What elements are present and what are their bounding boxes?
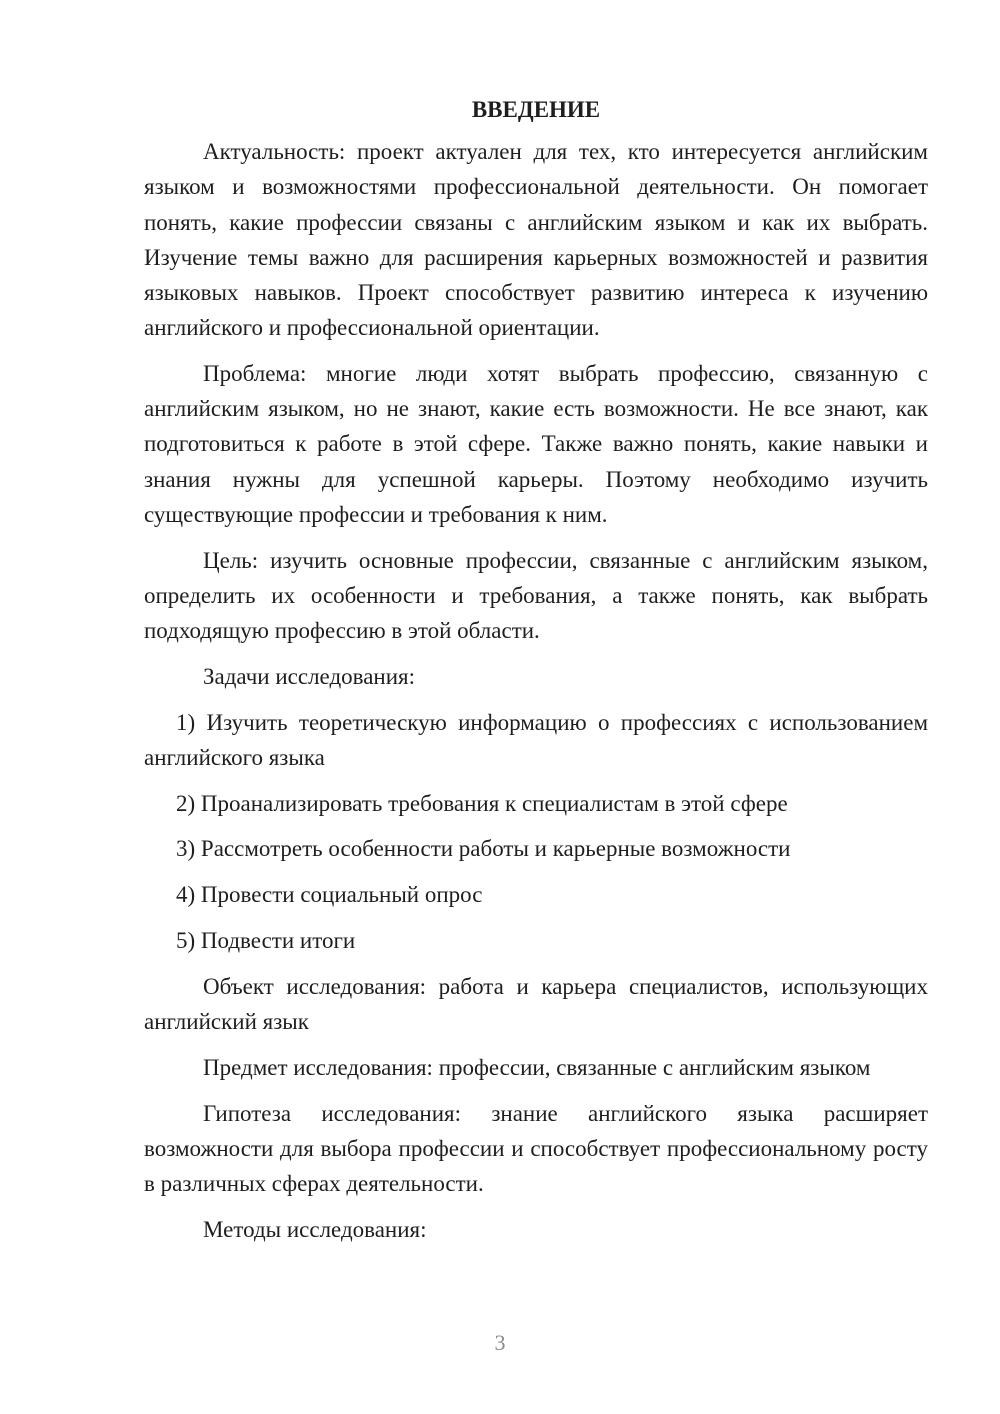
task-item-5: 5) Подвести итоги (176, 928, 356, 954)
relevance-paragraph: Актуальность: проект актуален для тех, кто интересуется английским языком и возможностями профессиональной деятельности. Он помогает понять, какие профессии связаны с английским языком и как их выбрать. Изучение темы важно для расширения карьерных возможностей и развития языковых навыков. Проект способствует развитию интереса к изучению английского и профессиональной ориентации. (144, 139, 928, 341)
task-item-1: 1) Изучить теоретическую информацию о профессиях с использованием английского языка (144, 709, 928, 770)
subject-paragraph: Предмет исследования: профессии, связанные с английским языком (203, 1054, 871, 1080)
tasks-heading: Задачи исследования: (203, 663, 416, 689)
methods-heading: Методы исследования: (203, 1216, 427, 1242)
section-title: ВВЕДЕНИЕ (471, 97, 601, 122)
task-item-3: 3) Рассмотреть особенности работы и карьерные возможности (176, 836, 791, 862)
task-item-2: 2) Проанализировать требования к специалистам в этой сфере (176, 790, 788, 816)
task-item-4: 4) Провести социальный опрос (176, 882, 483, 908)
problem-paragraph: Проблема: многие люди хотят выбрать профессию, связанную с английским языком, но не знают, какие есть возможности. Не все знают, как подготовиться к работе в этой сфере. Также важно понять, какие навыки и знания нужны для успешной карьеры. Поэтому необходимо изучить существующие профессии и требования к ним. (144, 361, 928, 527)
object-paragraph: Объект исследования: работа и карьера специалистов, использующих английский язык (144, 973, 928, 1035)
page-number: 3 (494, 1330, 506, 1355)
hypothesis-paragraph: Гипотеза исследования: знание английского языка расширяет возможности для выбора профессии и способствует профессиональному росту в различных сферах деятельности. (144, 1100, 928, 1197)
goal-paragraph: Цель: изучить основные профессии, связанные с английским языком, определить их особенности и требования, а также понять, как выбрать подходящую профессию в этой области. (144, 547, 928, 644)
page-content (144, 92, 928, 1258)
